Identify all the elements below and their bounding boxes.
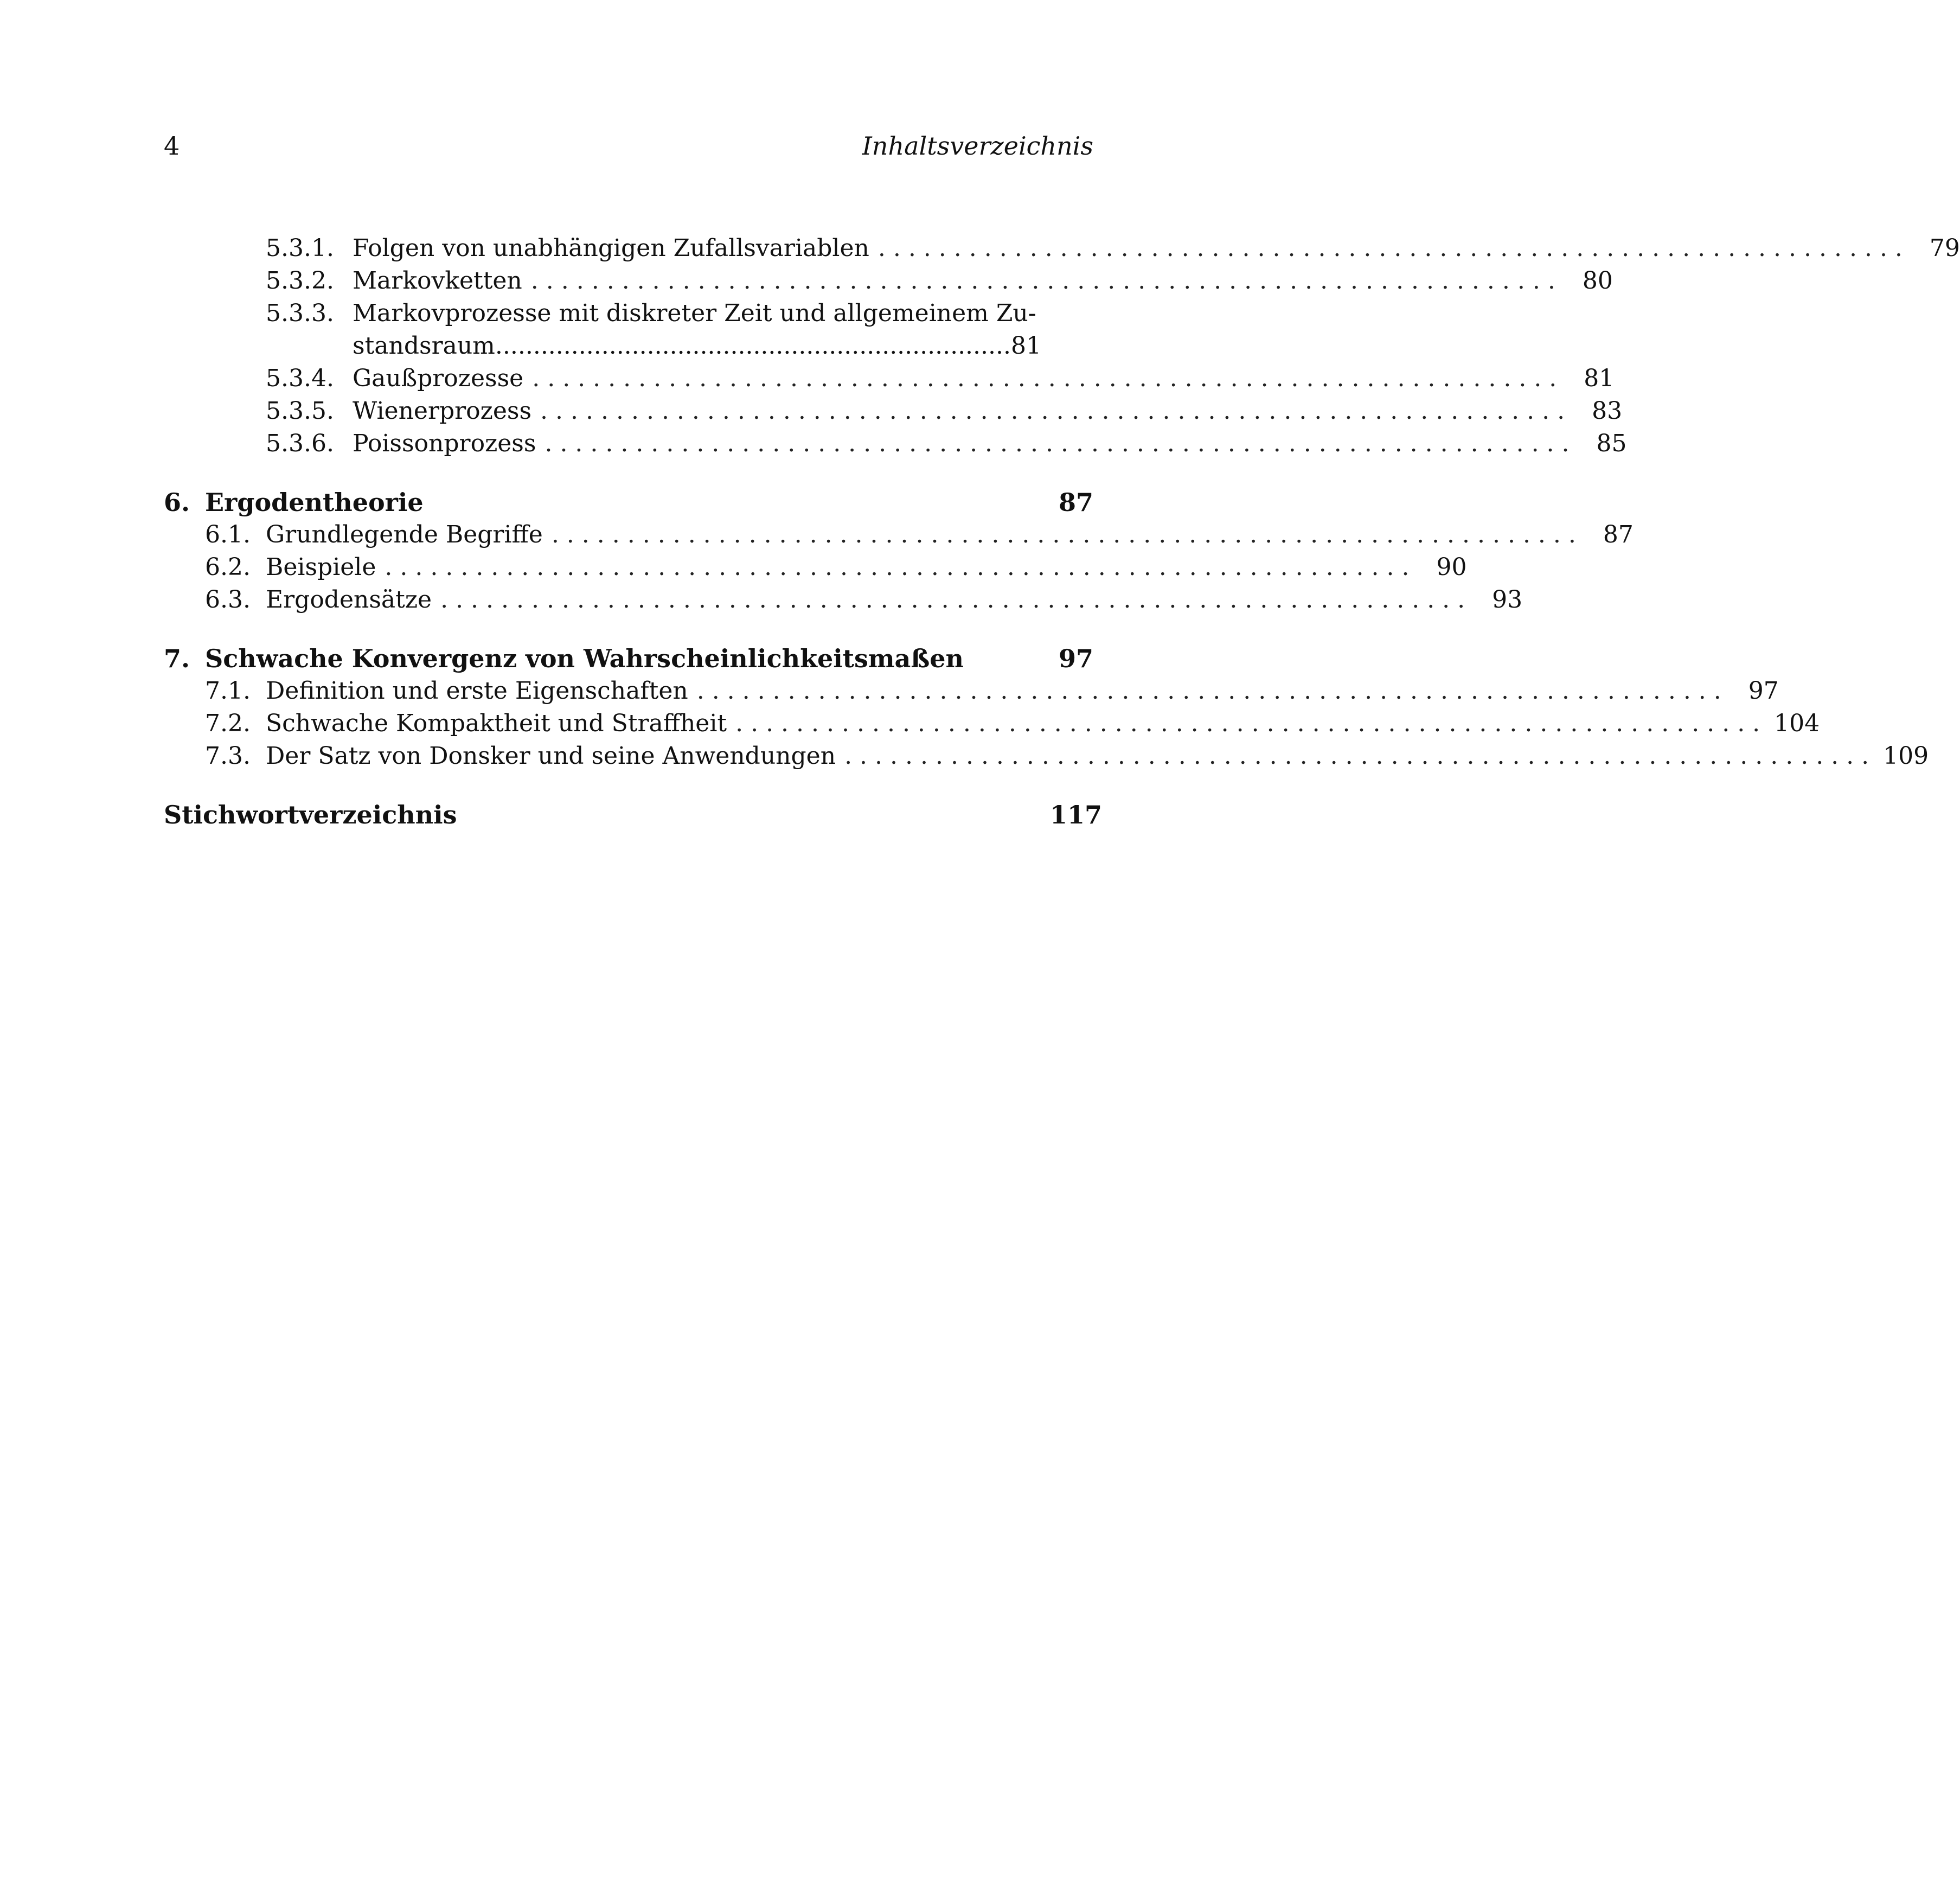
toc-entry-page: 97 <box>1748 677 1779 705</box>
toc-entry-page: 79 <box>1929 234 1960 262</box>
toc-entry-page: 109 <box>1883 742 1929 770</box>
toc-entry-title: Poissonprozess <box>353 430 536 457</box>
toc-entry-5-3-5[interactable] <box>164 395 1623 427</box>
toc-chapter-7[interactable] <box>164 642 1093 675</box>
chapter-title: Schwache Konvergenz von Wahrscheinlichkeitsmaßen <box>205 644 964 673</box>
dot-leader: .................................................................... <box>545 430 1577 457</box>
dot-leader: .................................................................... <box>530 267 1563 295</box>
toc-entry-number: 5.3.4. <box>266 365 334 392</box>
toc-chapter-6[interactable] <box>164 486 1093 519</box>
toc-entry-6-3[interactable] <box>164 584 1523 616</box>
toc-entry-title: Markovprozesse mit diskreter Zeit und allgemeinem Zu- <box>353 299 1036 327</box>
toc-entry-title: Wienerprozess <box>353 397 532 425</box>
toc-entry-number: 5.3.3. <box>266 299 334 327</box>
toc-entry-number: 7.1. <box>205 677 251 705</box>
table-of-contents <box>164 232 1960 831</box>
toc-entry-page: 83 <box>1592 397 1623 425</box>
toc-entry-7-3[interactable] <box>164 740 1929 772</box>
toc-entry-5-3-1[interactable] <box>164 232 1960 265</box>
toc-entry-5-3-4[interactable] <box>164 362 1615 395</box>
toc-entry-page: 81 <box>1010 332 1041 360</box>
toc-entry-number: 7.2. <box>205 710 251 737</box>
toc-entry-number: 5.3.6. <box>266 430 334 457</box>
toc-entry-page: 81 <box>1584 365 1615 392</box>
toc-entry-page: 80 <box>1582 267 1613 295</box>
toc-entry-title: Der Satz von Donsker und seine Anwendungen <box>266 742 836 770</box>
toc-entry-title: Beispiele <box>266 553 376 581</box>
toc-entry-7-1[interactable] <box>164 675 1779 707</box>
dot-leader: .................................................................... <box>696 677 1729 705</box>
toc-entry-7-2[interactable] <box>164 707 1820 740</box>
toc-entry-6-2[interactable] <box>164 551 1467 584</box>
toc-entry-5-3-3-continued[interactable] <box>164 330 1093 362</box>
running-title: Inhaltsverzeichnis <box>862 131 1093 161</box>
chapter-page: 97 <box>1058 644 1093 673</box>
toc-entry-title: Markovketten <box>353 267 522 295</box>
chapter-page: 87 <box>1058 488 1093 517</box>
toc-entry-title: Schwache Kompaktheit und Straffheit <box>266 710 727 737</box>
index-page: 117 <box>1050 800 1103 829</box>
page-header <box>164 131 1093 169</box>
toc-entry-number: 5.3.5. <box>266 397 334 425</box>
dot-leader: .................................................................... <box>540 397 1573 425</box>
dot-leader: .................................................................... <box>532 365 1565 392</box>
index-title: Stichwortverzeichnis <box>164 800 457 829</box>
toc-entry-page: 87 <box>1603 521 1634 548</box>
toc-entry-number: 5.3.2. <box>266 267 334 295</box>
toc-entry-title: Definition und erste Eigenschaften <box>266 677 688 705</box>
dot-leader: .................................................................... <box>877 234 1910 262</box>
toc-entry-number: 7.3. <box>205 742 251 770</box>
dot-leader: .................................................................... <box>551 521 1584 548</box>
toc-entry-5-3-3[interactable] <box>164 297 1093 330</box>
dot-leader: .................................................................... <box>844 742 1877 770</box>
toc-entry-title: Folgen von unabhängigen Zufallsvariablen <box>353 234 869 262</box>
chapter-number: 7. <box>164 644 190 673</box>
toc-entry-number: 6.2. <box>205 553 251 581</box>
toc-entry-page: 93 <box>1492 586 1523 614</box>
toc-entry-page: 104 <box>1774 710 1820 737</box>
toc-entry-number: 6.1. <box>205 521 251 548</box>
chapter-number: 6. <box>164 488 190 517</box>
page-number: 4 <box>164 131 180 161</box>
toc-entry-number: 6.3. <box>205 586 251 614</box>
dot-leader: .................................................................... <box>495 332 1011 360</box>
dot-leader: .................................................................... <box>735 710 1768 737</box>
toc-entry-5-3-2[interactable] <box>164 265 1613 297</box>
toc-entry-page: 85 <box>1596 430 1627 457</box>
toc-entry-number: 5.3.1. <box>266 234 334 262</box>
toc-entry-title-continued: standsraum <box>353 332 495 360</box>
dot-leader: .................................................................... <box>385 553 1417 581</box>
toc-entry-title: Gaußprozesse <box>353 365 524 392</box>
dot-leader: .................................................................... <box>440 586 1473 614</box>
toc-entry-6-1[interactable] <box>164 519 1634 551</box>
toc-index[interactable] <box>164 799 1103 831</box>
toc-entry-page: 90 <box>1436 553 1467 581</box>
toc-entry-title: Grundlegende Begriffe <box>266 521 543 548</box>
toc-entry-5-3-6[interactable] <box>164 427 1627 460</box>
toc-entry-title: Ergodensätze <box>266 586 432 614</box>
chapter-title: Ergodentheorie <box>205 488 424 517</box>
